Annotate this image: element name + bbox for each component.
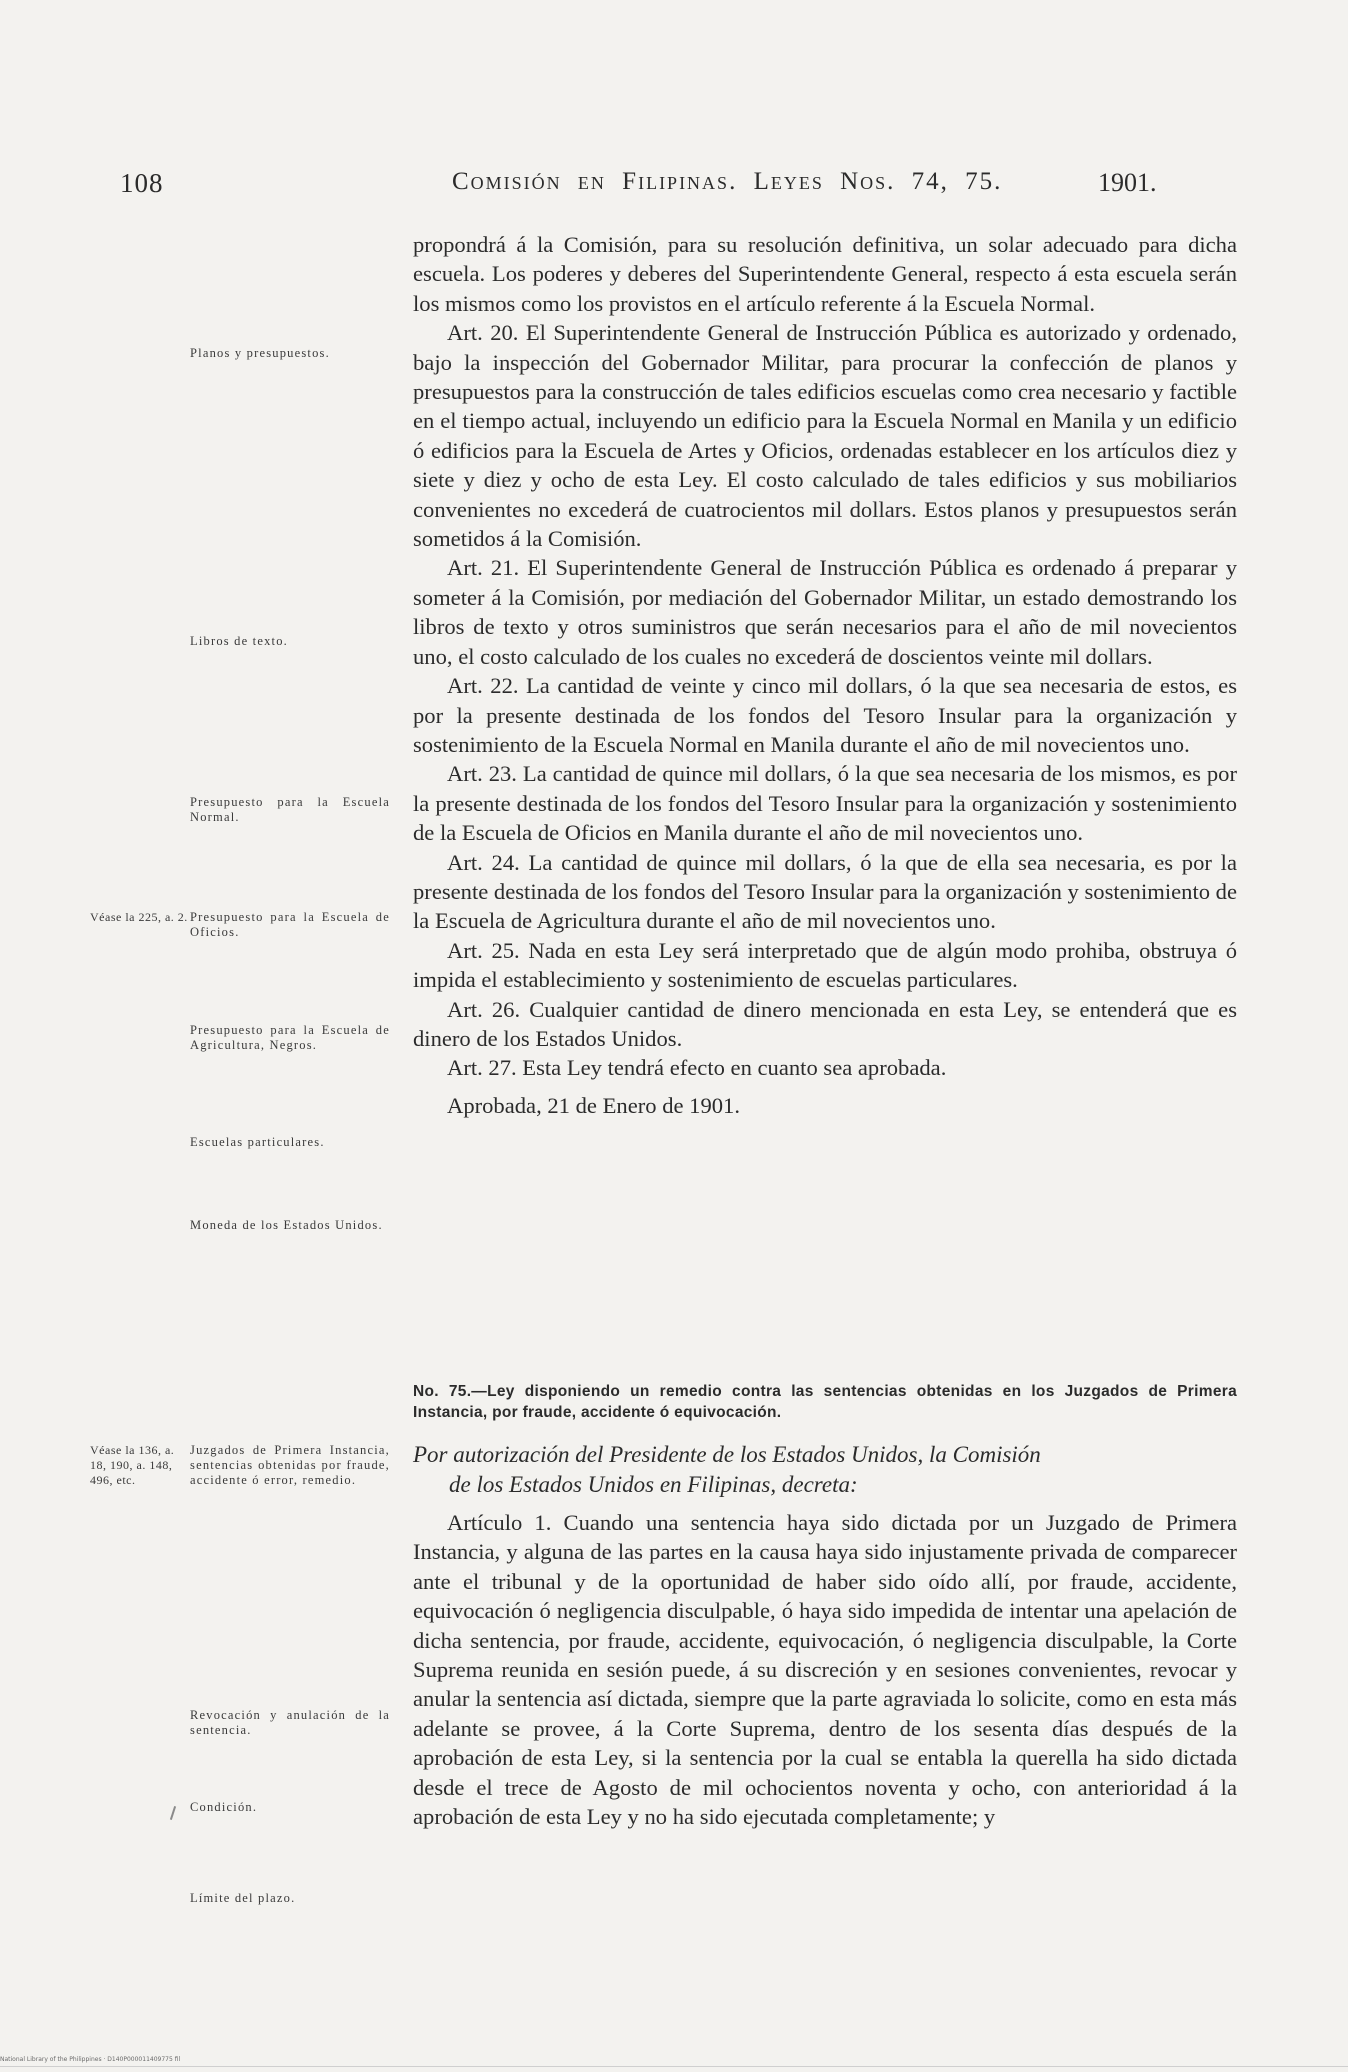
margin-ref-vease: Véase la 225, a. 2. xyxy=(90,910,188,924)
preamble-line: de los Estados Unidos en Filipinas, decreta: xyxy=(449,1472,858,1497)
law-75-title: No. 75.—Ley disponiendo un remedio contra las sentencias obtenidas en los Juzgados de Primera Instancia, por fraude, accidente ó equivocación. xyxy=(413,1383,1237,1421)
margin-note-escuela-agricultura: Presupuesto para la Escuela de Agricultura, Negros. xyxy=(190,1023,390,1052)
article-26: Art. 26. Cualquier cantidad de dinero mencionada en esta Ley, se entenderá que es dinero de los Estados Unidos. xyxy=(413,996,1237,1051)
preamble-line: Por autorización del Presidente de los Estados Unidos, la Comisión xyxy=(413,1442,1041,1467)
margin-note-moneda: Moneda de los Estados Unidos. xyxy=(190,1218,383,1232)
article-1: Artículo 1. Cuando una sentencia haya sido dictada por un Juzgado de Primera Instancia, y alguna de las partes en la causa haya sido injustamente privada de comparecer ante el tribunal y de la oportunidad de haber sido oído allí, por fraude, accidente, equivocación ó negligencia disculpable, ó haya sido impedida de intentar una apelación de dicha sentencia, por fraude, accidente, equivocación, ó negligencia disculpable, la Corte Suprema reunida en sesión puede, á su discreción y en sesiones convenientes, revocar y anular la sentencia así dictada, siempre que la parte agraviada lo solicite, como en esta más adelante se provee, á la Corte Suprema, dentro de los sesenta días después de la aprobación de esta Ley, si la sentencia por la cual se entabla la querella ha sido dictada desde el trece de Agosto de mil ochocientos noventa y ocho, con anterioridad á la aprobación de esta Ley y no ha sido ejecutada completamente; y xyxy=(413,1510,1237,1830)
footer-rule xyxy=(0,2066,1348,2067)
law-74-continuation xyxy=(413,230,1237,1120)
article-25: Art. 25. Nada en esta Ley será interpretado que de algún modo prohiba, obstruya ó impida el establecimiento y sostenimiento de escuelas particulares. xyxy=(413,937,1237,993)
article-24: Art. 24. La cantidad de quince mil dollars, ó la que de ella sea necesaria, es por la presente destinada de los fondos del Tesoro Insular para la organización y sostenimiento de la Escuela de Agricultura durante el año de mil novecientos uno. xyxy=(413,849,1237,934)
law-75-preamble xyxy=(413,1440,1237,1500)
margin-note-juzgados: Juzgados de Primera Instancia, sentencias obtenidas por fraude, accidente ó error, remedio. xyxy=(190,1443,390,1487)
margin-note-limite: Límite del plazo. xyxy=(190,1891,296,1905)
running-head: Comisión en Filipinas. Leyes Nos. 74, 75. xyxy=(452,168,1003,195)
article-22: Art. 22. La cantidad de veinte y cinco mil dollars, ó la que sea necesaria de estos, es por la presente destinada de los fondos del Tesoro Insular para la organización y sostenimiento de la Escuela Normal en Manila durante el año de mil novecientos uno. xyxy=(413,673,1237,757)
article-23: Art. 23. La cantidad de quince mil dollars, ó la que sea necesaria de los mismos, es por la presente destinada de los fondos del Tesoro Insular para la organización y sostenimiento de la Escuela de Oficios en Manila durante el año de mil novecientos uno. xyxy=(413,761,1237,846)
margin-note-revocacion: Revocación y anulación de la sentencia. xyxy=(190,1708,390,1737)
article-20: Art. 20. El Superintendente General de Instrucción Pública es autorizado y ordenado, bajo la inspección del Gobernador Militar, para procurar la confección de planos y presupuestos para la construcción de tales edificios escuelas como crea necesario y factible en el tiempo actual, incluyendo un edificio para la Escuela Normal en Manila y un edificio ó edificios para la Escuela de Artes y Oficios, ordenadas establecer en los artículos diez y siete y diez y ocho de esta Ley. El costo calculado de tales edificios y sus mobiliarios convenientes no excederá de cuatrocientos mil dollars. Estos planos y presupuestos serán sometidos á la Comisión. xyxy=(413,320,1237,552)
paragraph: propondrá á la Comisión, para su resolución definitiva, un solar adecuado para dicha escuela. Los poderes y deberes del Superintendente General, respecto á esta escuela serán los mismos como los provistos en el artículo referente á la Escuela Normal. xyxy=(413,232,1237,316)
running-head-year: 1901. xyxy=(1098,168,1157,197)
margin-note-escuela-oficios: Presupuesto para la Escuela de Oficios. xyxy=(190,910,390,939)
article-21: Art. 21. El Superintendente General de Instrucción Pública es ordenado á preparar y someter á la Comisión, por mediación del Gobernador Militar, un estado demostrando los libros de texto y otros suministros que serán necesarios para el año de mil novecientos uno, el costo calculado de los cuales no excederá de doscientos veinte mil dollars. xyxy=(413,555,1237,669)
footer-credit: National Library of the Philippines · D140P000011409775 fil xyxy=(0,2056,181,2063)
page-header xyxy=(0,168,1348,202)
approval-date: Aprobada, 21 de Enero de 1901. xyxy=(447,1092,741,1118)
margin-note-escuela-normal: Presupuesto para la Escuela Normal. xyxy=(190,795,390,824)
page-number: 108 xyxy=(120,168,164,198)
margin-ref-vease: Véase la 136, a. 18, 190, a. 148, 496, etc. xyxy=(90,1443,175,1487)
margin-note-libros: Libros de texto. xyxy=(190,634,289,648)
stray-mark xyxy=(170,1806,176,1820)
margin-note-condicion: Condición. xyxy=(190,1800,258,1814)
law-75-body xyxy=(413,1508,1237,1831)
article-27: Art. 27. Esta Ley tendrá efecto en cuanto sea aprobada. xyxy=(447,1055,947,1081)
margin-note-planos: Planos y presupuestos. xyxy=(190,346,330,360)
margin-note-escuelas-particulares: Escuelas particulares. xyxy=(190,1135,325,1149)
